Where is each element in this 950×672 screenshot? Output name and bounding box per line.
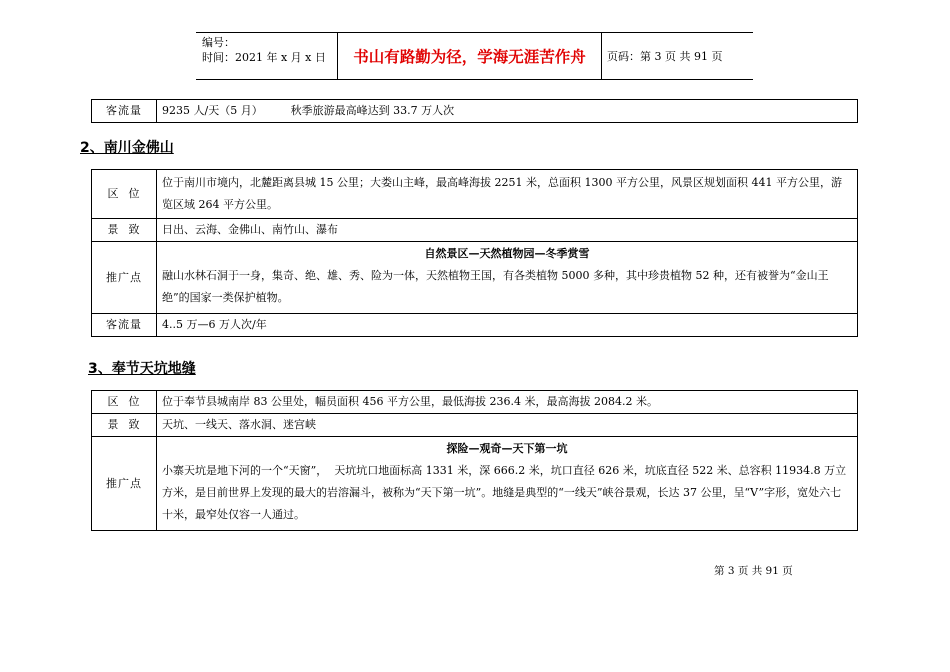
promo-label: 推广点 (92, 242, 157, 314)
flow-value: 9235 人/天（5 月） 秋季旅游最高峰达到 33.7 万人次 (157, 100, 858, 123)
scenery-text: 日出、云海、金佛山、南竹山、瀑布 (157, 219, 858, 242)
section3-table (91, 390, 858, 531)
number-label: 编号： (202, 36, 235, 49)
flow-text: 4..5 万—6 万人次/年 (157, 314, 858, 337)
location-text: 位于南川市境内，北麓距离县城 15 公里；大娄山主峰，最高峰海拔 2251 米，总面积 1300 平方公里，风景区规划面积 441 平方公里，游览区域 264 平方公里。 (157, 170, 858, 219)
header-page-label: 页码：第 3 页 共 91 页 (607, 50, 723, 63)
table-row (92, 100, 858, 123)
promo-text: 融山水林石洞于一身，集奇、绝、雄、秀、险为一体，天然植物王国，有各类植物 5000 多种，其中珍贵植物 52 种，还有被誉为“金山王绝”的国家一类保护植物。 (162, 269, 829, 304)
table-row (92, 219, 858, 242)
location-text: 位于奉节县城南岸 83 公里处，幅员面积 456 平方公里，最低海拔 236.4 米，最高海拔 2084.2 米。 (157, 391, 858, 414)
table-row (92, 414, 858, 437)
table-row (92, 242, 858, 314)
flow-label: 客流量 (92, 314, 157, 337)
table-row (92, 170, 858, 219)
location-label: 区 位 (92, 391, 157, 414)
page-footer: 第 3 页 共 91 页 (714, 565, 793, 577)
promo-heading: 探险—观奇—天下第一坑 (446, 442, 568, 455)
flow-label: 客流量 (92, 100, 157, 123)
section-title: 3、奉节天坑地缝 (88, 361, 196, 377)
promo-cell (157, 242, 858, 314)
location-label: 区 位 (92, 170, 157, 219)
section2-table (91, 169, 858, 337)
scenery-text: 天坑、一线天、落水洞、迷宫峡 (157, 414, 858, 437)
page-header (196, 32, 753, 80)
table-row (92, 314, 858, 337)
header-motto: 书山有路勤为径，学海无涯苦作舟 (338, 33, 602, 79)
table-continued (91, 99, 858, 123)
promo-label: 推广点 (92, 437, 157, 531)
header-meta (196, 33, 338, 79)
table-row (92, 437, 858, 531)
promo-text: 小寨天坑是地下河的一个“天窗”， 天坑坑口地面标高 1331 米，深 666.2 米，坑口直径 626 米，坑底直径 522 米、总容积 11934.8 万立方米，是目前世界上发现的最大的岩溶漏斗，被称为“天下第一坑”。地缝是典型的“一线天”峡谷景观，长达 37 公里，呈“V”字形，宽处六七十米，最窄处仅容一人通过。 (162, 464, 847, 521)
time-label: 时间：2021 年 x 月 x 日 (202, 51, 326, 64)
scenery-label: 景 致 (92, 219, 157, 242)
section-title: 2、南川金佛山 (80, 140, 174, 156)
promo-cell (157, 437, 858, 531)
table-row (92, 391, 858, 414)
promo-heading: 自然景区—天然植物园—冬季赏雪 (424, 247, 590, 260)
scenery-label: 景 致 (92, 414, 157, 437)
